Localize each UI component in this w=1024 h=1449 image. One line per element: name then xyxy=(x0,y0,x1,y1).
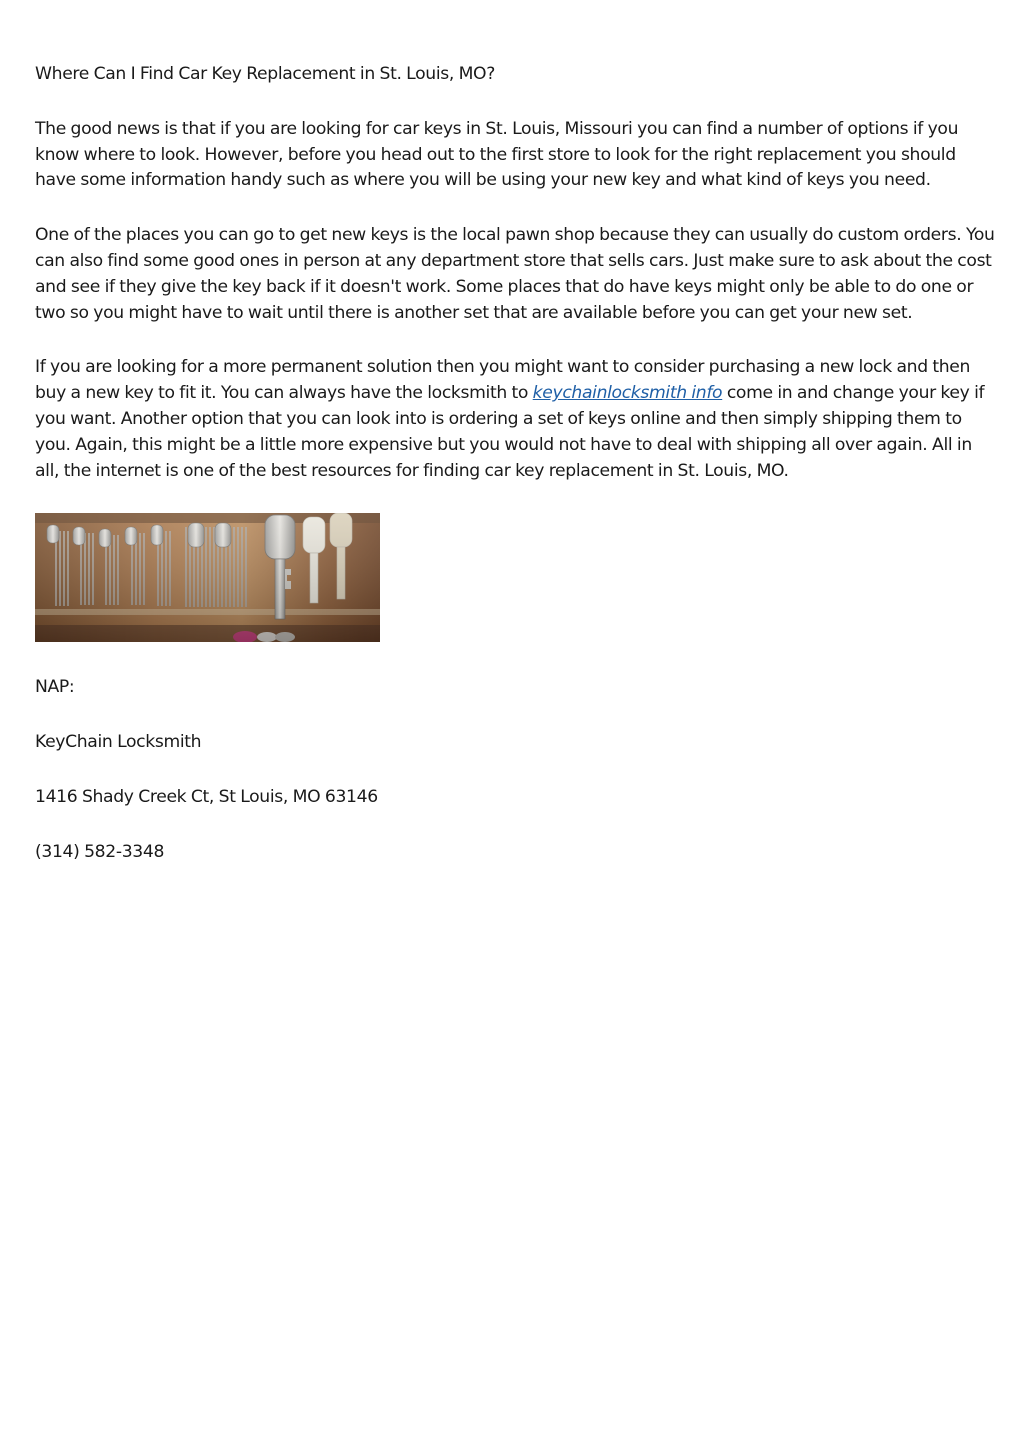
paragraph-pawn-shop: One of the places you can go to get new keys is the local pawn shop because they can usually do custom orders. You can also find some good ones in person at any department store that sells cars. Just make sure to ask about the cost and see if they give the key back if it doesn't work. Some places that do have keys might only be able to do one or two so you might have to wait until there is another set that are available before you can get your new set. xyxy=(35,225,995,323)
paragraph-permanent-solution xyxy=(35,355,995,484)
document-body xyxy=(35,62,995,895)
article-title: Where Can I Find Car Key Replacement in St. Louis, MO? xyxy=(35,64,495,84)
business-phone: (314) 582-3348 xyxy=(35,841,165,862)
key-blanks-photo xyxy=(35,513,380,642)
nap-label: NAP: xyxy=(35,677,75,698)
paragraph-text-before-link: If you are looking for a more permanent solution then you might want to consider purchasing a new lock and then buy a new key to fit it. You can always have the locksmith to xyxy=(35,357,971,404)
paragraph-text-after-link: come in and change your key if you want. Another option that you can look into is ordering a set of keys online and then simply shipping them to you. Again, this might be a little more expensive but you would not have to deal with shipping all over again. All in all, the internet is one of the best resources for finding car key replacement in St. Louis, MO. xyxy=(35,383,985,481)
business-address: 1416 Shady Creek Ct, St Louis, MO 63146 xyxy=(35,786,378,807)
paragraph-intro: The good news is that if you are looking for car keys in St. Louis, Missouri you can find a number of options if you know where to look. However, before you head out to the first store to look for the right replacement you should have some information handy such as where you will be using your new key and what kind of keys you need. xyxy=(35,118,959,191)
business-name: KeyChain Locksmith xyxy=(35,732,202,753)
keychainlocksmith-link[interactable]: keychainlocksmith info xyxy=(532,383,723,404)
